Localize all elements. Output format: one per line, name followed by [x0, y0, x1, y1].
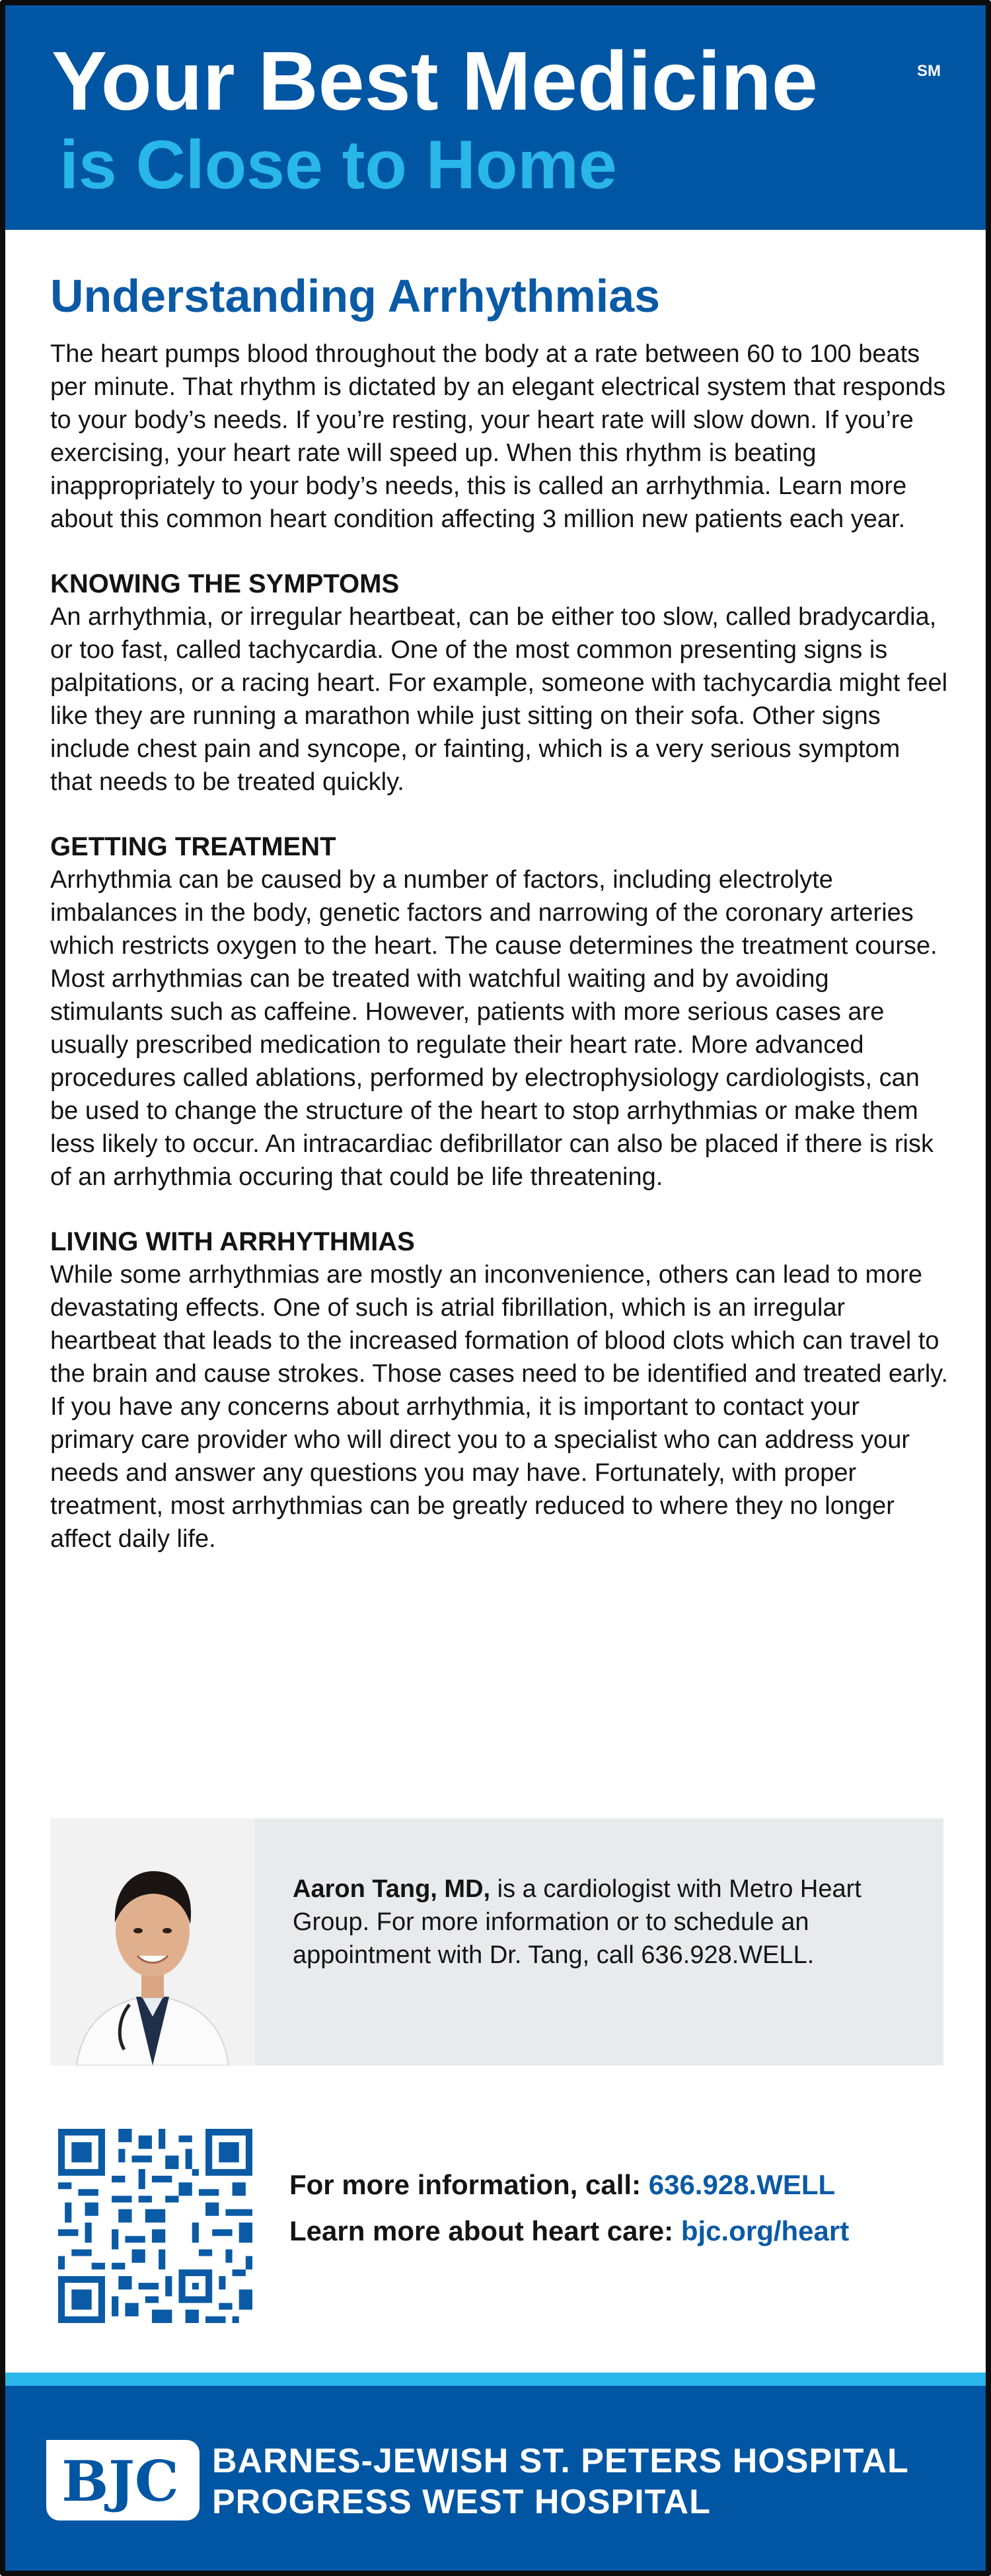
header-banner [5, 5, 986, 230]
intro-paragraph: The heart pumps blood throughout the body at a rate between 60 to 100 beats per minute. That rhythm is dictated by an elegant electrical system that responds to your body’s needs. If you’re resting, your heart rate will slow down. If you’re exercising, your heart rate will speed up. When this rhythm is beating inappropriately to your body’s needs, this is called an arrhythmia. Learn more about this common heart condition affecting 3 million new patients each year. [50, 340, 946, 533]
doctor-photo [50, 1818, 255, 2065]
phone-link[interactable]: 636.928.WELL [648, 2169, 836, 2200]
qr-code-icon[interactable] [58, 2129, 252, 2323]
doctor-bio-text: is a cardiologist with Metro Heart Group. For more information or to schedule an appointment with Dr. Tang, call 636.928.WELL. [293, 1875, 862, 1969]
service-mark: SM [917, 62, 941, 80]
doctor-bio [293, 1873, 927, 1972]
web-link[interactable]: bjc.org/heart [680, 2215, 850, 2246]
bjc-logo-text: BJC [61, 2449, 179, 2514]
hospital-name-2: PROGRESS WEST HOSPITAL [212, 2483, 711, 2521]
section-heading-treatment: GETTING TREATMENT [50, 832, 336, 861]
phone-label: For more information, call: [289, 2169, 649, 2200]
section-heading-symptoms: KNOWING THE SYMPTOMS [50, 569, 400, 598]
contact-info [289, 2162, 849, 2254]
bjc-logo [46, 2440, 200, 2521]
article-title: Understanding Arrhythmias [50, 270, 661, 322]
header-subheadline: is Close to Home [59, 127, 617, 203]
section-heading-living: LIVING WITH ARRHYTHMIAS [50, 1227, 415, 1256]
phone-line [289, 2162, 849, 2208]
footer-banner [5, 2386, 986, 2571]
doctor-bio-box [50, 1818, 943, 2065]
hospital-name-1: BARNES-JEWISH ST. PETERS HOSPITAL [212, 2442, 909, 2480]
article [50, 270, 949, 1556]
section-body-living: While some arrhythmias are mostly an inconvenience, others can lead to more devastating effects. One of such is atrial fibrillation, which is an irregular heartbeat that leads to the increased formation of blood clots which can travel to the brain and cause strokes. Those cases need to be identified and treated early. If you have any concerns about arrhythmia, it is important to contact your primary care provider who will direct you to a specialist who can address your needs and answer any questions you may have. Fortunately, with proper treatment, most arrhythmias can be greatly reduced to where they no longer affect daily life. [50, 1261, 949, 1553]
web-line [289, 2208, 849, 2254]
footer-accent-stripe [5, 2373, 986, 2386]
doctor-name: Aaron Tang, MD, [293, 1875, 491, 1903]
section-body-treatment: Arrhythmia can be caused by a number of factors, including electrolyte imbalances in the body, genetic factors and narrowing of the coronary arteries which restricts oxygen to the heart. The cause determines the treatment course. Most arrhythmias can be treated with watchful waiting and by avoiding stimulants such as caffeine. However, patients with more serious cases are usually prescribed medication to regulate their heart rate. More advanced procedures called ablations, performed by electrophysiology cardiologists, can be used to change the structure of the heart to stop arrhythmias or make them less likely to occur. An intracardiac defibrillator can also be placed if there is risk of an arrhythmia occuring that could be life threatening. [50, 866, 937, 1191]
header-headline: Your Best Medicine [52, 34, 818, 127]
section-body-symptoms: An arrhythmia, or irregular heartbeat, can be either too slow, called bradycardia, or too fast, called tachycardia. One of the most common presenting signs is palpitations, or a racing heart. For example, someone with tachycardia might feel like they are running a marathon while just sitting on their sofa. Other signs include chest pain and syncope, or fainting, which is a very serious symptom that needs to be treated quickly. [50, 603, 948, 796]
web-label: Learn more about heart care: [289, 2215, 681, 2246]
